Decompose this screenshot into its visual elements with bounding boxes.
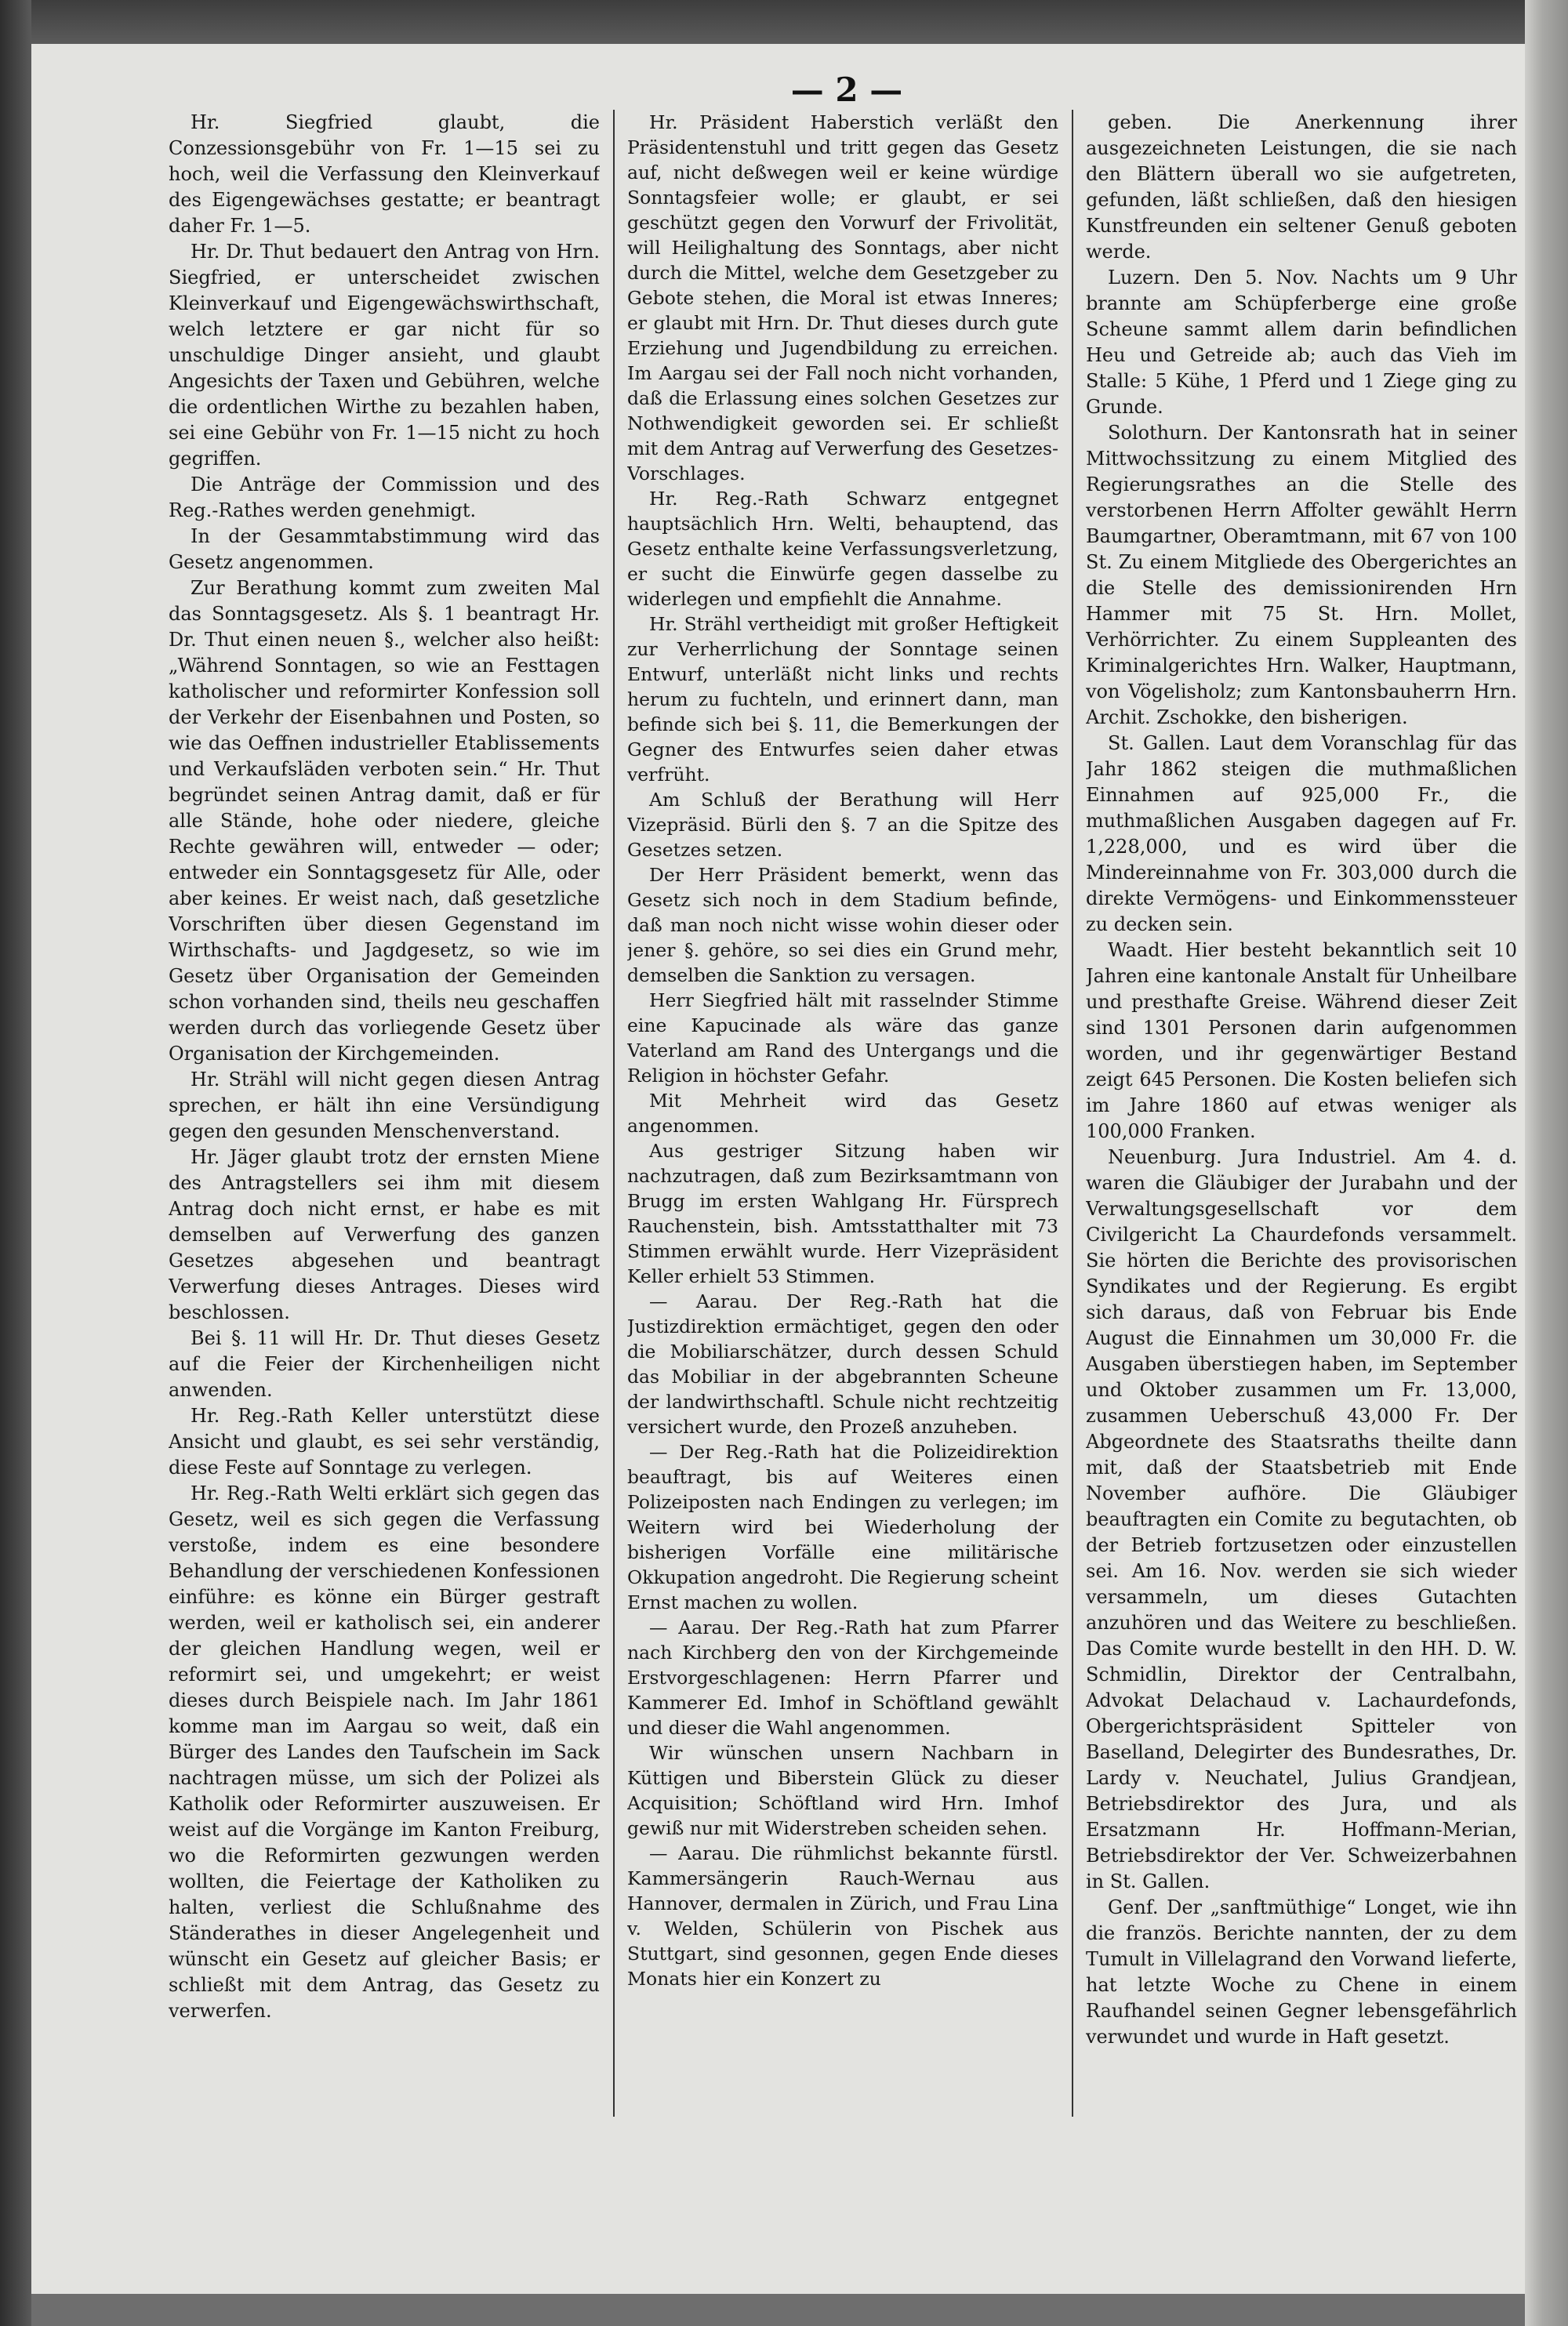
- paragraph: Am Schluß der Berathung will Herr Vizepräsid. Bürli den §. 7 an die Spitze des Gesetzes setzen.: [627, 789, 1058, 861]
- paragraph: Bei §. 11 will Hr. Dr. Thut dieses Gesetz auf die Feier der Kirchenheiligen nicht anwenden.: [169, 1327, 600, 1401]
- paragraph: Der Herr Präsident bemerkt, wenn das Gesetz sich noch in dem Stadium befinde, daß man noch nicht wisse wohin dieser oder jener §. gehöre, so sei dies ein Grund mehr, demselben die Sanktion zu versagen.: [627, 864, 1058, 986]
- paragraph: Waadt. Hier besteht bekanntlich seit 10 Jahren eine kantonale Anstalt für Unheilbare und presthafte Greise. Während dieser Zeit sind 1301 Personen darin aufgenommen worden, und ihr gegenwärtiger Bestand zeigt 645 Personen. Die Kosten beliefen sich im Jahre 1860 auf etwas weniger als 100,000 Franken.: [1086, 939, 1517, 1142]
- paragraph: Luzern. Den 5. Nov. Nachts um 9 Uhr brannte am Schüpferberge eine große Scheune sammt allem darin befindlichen Heu und Getreide ab; auch das Vieh im Stalle: 5 Kühe, 1 Pferd und 1 Ziege ging zu Grunde.: [1086, 267, 1517, 418]
- paragraph: Hr. Reg.-Rath Schwarz entgegnet hauptsächlich Hrn. Welti, behauptend, das Gesetz enthalte keine Verfassungsverletzung, er sucht die Einwürfe gegen dasselbe zu widerlegen und empfiehlt die Annahme.: [627, 488, 1058, 610]
- paragraph: Hr. Dr. Thut bedauert den Antrag von Hrn. Siegfried, er unterscheidet zwischen Kleinverkauf und Eigengewächswirthschaft, welch letztere er gar nicht für so unschuldige Dinger ansieht, und glaubt Angesichts der Taxen und Gebühren, welche die ordentlichen Wirthe zu bezahlen haben, sei eine Gebühr von Fr. 1—15 nicht zu hoch gegriffen.: [169, 241, 600, 470]
- column-2: [627, 110, 1058, 2117]
- paragraph: Solothurn. Der Kantonsrath hat in seiner Mittwochssitzung zu einem Mitglied des Regierungsrathes an die Stelle des verstorbenen Herrn Affolter gewählt Herrn Baumgartner, Oberamtmann, mit 67 von 100 St. Zu einem Mitgliede des Obergerichtes an die Stelle des demissionirenden Hrn Hammer mit 75 St. Hrn. Mollet, Verhörrichter. Zu einem Suppleanten des Kriminalgerichtes Hrn. Walker, Hauptmann, von Vögelisholz; zum Kantonsbauherrn Hrn. Archit. Zschokke, den bisherigen.: [1086, 422, 1517, 728]
- paragraph: — Aarau. Die rühmlichst bekannte fürstl. Kammersängerin Rauch-Wernau aus Hannover, dermalen in Zürich, und Frau Lina v. Welden, Schülerin von Pischek aus Stuttgart, sind gesonnen, gegen Ende dieses Monats hier ein Konzert zu: [627, 1842, 1058, 1990]
- scan-edge-left: [0, 0, 31, 2326]
- paragraph: — Aarau. Der Reg.-Rath hat zum Pfarrer nach Kirchberg den von der Kirchgemeinde Erstvorgeschlagenen: Herrn Pfarrer und Kammerer Ed. Imhof in Schöftland gewählt und dieser die Wahl angenommen.: [627, 1617, 1058, 1739]
- paragraph: — Aarau. Der Reg.-Rath hat die Justizdirektion ermächtiget, gegen den oder die Mobiliarschätzer, durch dessen Schuld das Mobiliar in der abgebrannten Scheune der landwirthschaftl. Schule nicht rechtzeitig versichert wurde, den Prozeß anzuheben.: [627, 1290, 1058, 1438]
- paragraph: In der Gesammtabstimmung wird das Gesetz angenommen.: [169, 525, 600, 573]
- paragraph: — Der Reg.-Rath hat die Polizeidirektion beauftragt, bis auf Weiteres einen Polizeiposten nach Endingen zu verlegen; im Weitern wird bei Wiederholung der bisherigen Vorfälle eine militärische Okkupation angedroht. Die Regierung scheint Ernst machen zu wollen.: [627, 1441, 1058, 1613]
- column-1: [169, 110, 600, 2117]
- column-3: [1086, 110, 1517, 2117]
- column-rule: [1072, 110, 1073, 2117]
- paragraph: Hr. Jäger glaubt trotz der ernsten Miene des Antragstellers sei ihm mit diesem Antrag doch nicht ernst, er habe es mit demselben auf Verwerfung des ganzen Gesetzes abgesehen und beantragt Verwerfung dieses Antrages. Dieses wird beschlossen.: [169, 1146, 600, 1323]
- paragraph: Die Anträge der Commission und des Reg.-Rathes werden genehmigt.: [169, 474, 600, 521]
- paragraph: geben. Die Anerkennung ihrer ausgezeichneten Leistungen, die sie nach den Blättern überall wo sie aufgetreten, gefunden, läßt schließen, daß den hiesigen Kunstfreunden ein seltener Genuß geboten werde.: [1086, 111, 1517, 263]
- scan-edge-top: [31, 0, 1525, 44]
- column-rule: [613, 110, 615, 2117]
- paragraph: Neuenburg. Jura Industriel. Am 4. d. waren die Gläubiger der Jurabahn und der Verwaltungsgesellschaft vor dem Civilgericht La Chaurdefonds versammelt. Sie hörten die Berichte des provisorischen Syndikates und der Regierung. Es ergibt sich daraus, daß von Februar bis Ende August die Einnahmen um 30,000 Fr. die Ausgaben überstiegen haben, im September und Oktober zusammen um Fr. 13,000, zusammen Ueberschuß 43,000 Fr. Der Abgeordnete des Staatsraths theilte dann mit, daß der Staatsbetrieb mit Ende November aufhöre. Die Gläubiger beauftragten ein Comite zu begutachten, ob der Betrieb fortzusetzen oder einzustellen sei. Am 16. Nov. werden sie sich wieder versammeln, um dieses Gutachten anzuhören und das Weitere zu beschließen. Das Comite wurde bestellt in den HH. D. W. Schmidlin, Direktor der Centralbahn, Advokat Delachaud v. Lachaurdefonds, Obergerichtspräsident Spitteler von Baselland, Delegirter des Bundesrathes, Dr. Lardy v. Neuchatel, Julius Grandjean, Betriebsdirektor des Jura, und als Ersatzmann Hr. Hoffmann-Merian, Betriebsdirektor der Ver. Schweizerbahnen in St. Gallen.: [1086, 1146, 1517, 1892]
- paragraph: Hr. Strähl will nicht gegen diesen Antrag sprechen, er hält ihn eine Versündigung gegen den gesunden Menschenverstand.: [169, 1069, 600, 1142]
- paragraph: Wir wünschen unsern Nachbarn in Küttigen und Biberstein Glück zu dieser Acquisition; Schöftland wird Hrn. Imhof gewiß nur mit Widerstreben scheiden sehen.: [627, 1742, 1058, 1839]
- page-number: — 2 —: [790, 71, 903, 109]
- paragraph: Hr. Reg.-Rath Keller unterstützt diese Ansicht und glaubt, es sei sehr verständig, diese Feste auf Sonntage zu verlegen.: [169, 1405, 600, 1479]
- paragraph: Herr Siegfried hält mit rasselnder Stimme eine Kapucinade als wäre das ganze Vaterland am Rand des Untergangs und die Religion in höchster Gefahr.: [627, 989, 1058, 1087]
- paragraph: Hr. Präsident Haberstich verläßt den Präsidentenstuhl und tritt gegen das Gesetz auf, nicht deßwegen weil er keine würdige Sonntagsfeier wolle; er glaubt, er sei geschützt gegen den Vorwurf der Frivolität, will Heilighaltung des Sonntags, aber nicht durch die Mittel, welche dem Gesetzgeber zu Gebote stehen, die Moral ist etwas Inneres; er glaubt mit Hrn. Dr. Thut dieses durch gute Erziehung und Jugendbildung zu erreichen. Im Aargau sei der Fall noch nicht vorhanden, daß die Erlassung eines solchen Gesetzes zur Nothwendigkeit geworden sei. Er schließt mit dem Antrag auf Verwerfung des Gesetzes-Vorschlages.: [627, 111, 1058, 484]
- paragraph: Zur Berathung kommt zum zweiten Mal das Sonntagsgesetz. Als §. 1 beantragt Hr. Dr. Thut einen neuen §., welcher also heißt: „Während Sonntagen, so wie an Festtagen katholischer und reformirter Konfession soll der Verkehr der Eisenbahnen und Posten, so wie das Oeffnen industrieller Etablissements und Verkaufsläden verboten sein.“ Hr. Thut begründet seinen Antrag damit, daß er für alle Stände, hohe oder niedere, gleiche Rechte gewähren will, entweder — oder; entweder ein Sonntagsgesetz für Alle, oder aber keines. Er weist nach, daß gesetzliche Vorschriften über diesen Gegenstand im Wirthschafts- und Jagdgesetz, so wie im Gesetz über Organisation der Gemeinden schon vorhanden sind, theils neu geschaffen werden durch das vorliegende Gesetz über Organisation der Kirchgemeinden.: [169, 577, 600, 1065]
- paragraph: Aus gestriger Sitzung haben wir nachzutragen, daß zum Bezirksamtmann von Brugg im ersten Wahlgang Hr. Fürsprech Rauchenstein, bish. Amtsstatthalter mit 73 Stimmen erwählt wurde. Herr Vizepräsident Keller erhielt 53 Stimmen.: [627, 1140, 1058, 1287]
- paragraph: St. Gallen. Laut dem Voranschlag für das Jahr 1862 steigen die muthmaßlichen Einnahmen auf 925,000 Fr., die muthmaßlichen Ausgaben dagegen auf Fr. 1,228,000, und es wird über die Mindereinnahme von Fr. 303,000 durch die direkte Vermögens- und Einkommenssteuer zu decken sein.: [1086, 732, 1517, 935]
- paragraph: Genf. Der „sanftmüthige“ Longet, wie ihn die französ. Berichte nannten, der zu dem Tumult in Villelagrand den Vorwand lieferte, hat letzte Woche zu Chene in einem Raufhandel seinen Gegner lebensgefährlich verwundet und wurde in Haft gesetzt.: [1086, 1896, 1517, 2048]
- paragraph: Hr. Strähl vertheidigt mit großer Heftigkeit zur Verherrlichung der Sonntage seinen Entwurf, unterläßt nicht links und rechts herum zu fuchteln, und erinnert dann, man befinde sich bei §. 11, die Bemerkungen der Gegner des Entwurfes seien daher etwas verfrüht.: [627, 613, 1058, 786]
- paragraph: Hr. Siegfried glaubt, die Conzessionsgebühr von Fr. 1—15 sei zu hoch, weil die Verfassung den Kleinverkauf des Eigengewächses gestatte; er beantragt daher Fr. 1—5.: [169, 111, 600, 237]
- paragraph: Mit Mehrheit wird das Gesetz angenommen.: [627, 1090, 1058, 1137]
- paragraph: Hr. Reg.-Rath Welti erklärt sich gegen das Gesetz, weil es sich gegen die Verfassung verstoße, indem es eine besondere Behandlung der verschiedenen Konfessionen einführe: es könne ein Bürger gestraft werden, weil er katholisch sei, ein anderer der gleichen Handlung wegen, weil er reformirt sei, und umgekehrt; er weist dieses durch Beispiele nach. Im Jahr 1861 komme man im Aargau so weit, daß ein Bürger des Landes den Taufschein im Sack nachtragen müsse, um sich der Polizei als Katholik oder Reformirter auszuweisen. Er weist auf die Vorgänge im Kanton Freiburg, wo die Reformirten gezwungen werden wollten, die Feiertage der Katholiken zu halten, verliest die Schlußnahme des Ständerathes in dieser Angelegenheit und wünscht ein Gesetz auf gleicher Basis; er schließt mit dem Antrag, das Gesetz zu verwerfen.: [169, 1482, 600, 2022]
- scan-edge-right: [1525, 0, 1568, 2326]
